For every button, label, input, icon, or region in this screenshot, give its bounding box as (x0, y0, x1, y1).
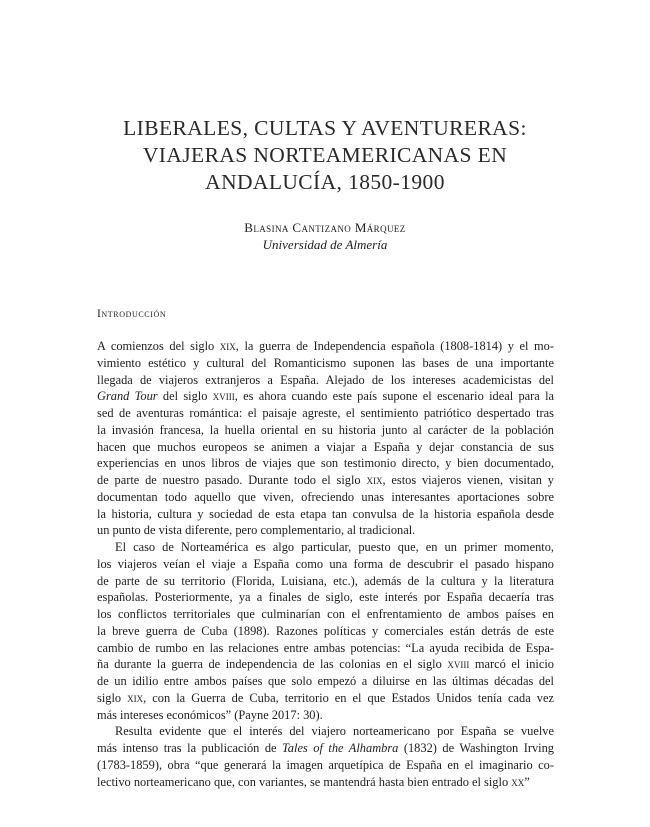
text-run: más intenso tras la publicación de (97, 741, 283, 755)
text-run: experiencias en unos libros de viajes que son testimonio directo, y bien documentado, (97, 456, 554, 471)
chapter-title (60, 115, 590, 196)
text-run: A comienzos del siglo (97, 339, 220, 353)
text-run: ña durante la guerra de independencia de las colonias en el siglo (97, 657, 448, 672)
text-run: cambio de rumbo en las relaciones entre ambas potencias: “La ayuda recibida de Espa- (97, 640, 554, 655)
text-run: Tales of the Alhambra (282, 741, 399, 755)
text-run: Grand Tour (97, 389, 158, 404)
text-run: lectivo norteamericano que, con variantes, se mantendrá hasta bien entrado el siglo (97, 774, 512, 789)
text-run: un punto de vista diferente, pero complementario, al tradicional. (97, 523, 416, 538)
text-run: , estos viajeros vienen, visitan y (382, 473, 554, 487)
text-line (97, 556, 554, 573)
text-line (97, 338, 554, 355)
text-line (97, 774, 554, 791)
text-run: documentan todo aquello que viven, ofreciendo unas interesantes aportaciones sobre (97, 489, 554, 504)
title-line: VIAJERAS NORTEAMERICANAS EN (142, 143, 508, 167)
text-run: , es ahora cuando este país supone el escenario ideal para la (234, 389, 554, 404)
text-line (97, 372, 554, 389)
text-run: xviii (447, 657, 470, 672)
text-line (97, 740, 554, 757)
title-line: ANDALUCÍA, 1850-1900 (205, 170, 445, 194)
text-run: de parte de su territorio (Florida, Luisiana, etc.), además de la cultura y la literatura (97, 573, 554, 588)
author-name: Blasina Cantizano Márquez (244, 220, 406, 235)
text-line (97, 757, 554, 774)
text-line (97, 673, 554, 690)
text-run: siglo (97, 690, 128, 705)
text-line (97, 455, 554, 472)
text-line (97, 573, 554, 590)
text-line (97, 422, 554, 439)
text-run: Resulta evidente que el interés del viajero norteamericano por España se vuelve (115, 724, 554, 739)
text-run: ” (524, 774, 530, 789)
text-run: , con la Guerra de Cuba, territorio en el que Estados Unidos tenía cada vez (143, 690, 554, 705)
section-heading: Introducción (97, 308, 167, 320)
text-line (97, 506, 554, 523)
text-run: de un idilio entre ambos países que solo empezó a diluirse en las últimas décadas del (97, 674, 554, 688)
text-line (97, 472, 554, 489)
text-line (97, 355, 554, 372)
text-run: más intereses económicos” (Payne 2017: 30). (97, 707, 323, 722)
text-run: , la guerra de Independencia española (1808-1814) y el mo- (235, 339, 554, 353)
paragraph (97, 338, 554, 539)
text-run: llegada de viajeros extranjeros a España. Alejado de los intereses academicistas del (97, 372, 554, 387)
text-line (97, 640, 554, 657)
text-run: (1783-1859), obra “que generará la imagen arquetípica de España en el imaginario co- (97, 757, 554, 772)
text-run: la historia, cultura y sociedad de esta etapa tan convulsa de la historia española desde (97, 506, 554, 521)
text-line (97, 539, 554, 556)
text-line (97, 589, 554, 606)
text-line (97, 439, 554, 456)
text-run: los viajeros veían el viaje a España como una forma de descubrir el pasado hispano (97, 556, 554, 571)
text-line (97, 623, 554, 640)
text-line (97, 388, 554, 405)
text-line (97, 606, 554, 623)
text-line (97, 656, 554, 673)
text-line (97, 405, 554, 422)
text-line (97, 690, 554, 707)
text-line (97, 522, 554, 539)
text-line (97, 489, 554, 506)
text-run: marcó el inicio (469, 657, 554, 672)
paragraph (97, 539, 554, 723)
text-run: los conflictos territoriales que culminarían con el enfrentamiento de ambos países en (97, 607, 554, 621)
text-run: (1832) de Washington Irving (398, 741, 554, 755)
text-run: hacen que muchos europeos se animen a viajar a España y dejar constancia de sus (97, 439, 554, 454)
text-run: El caso de Norteamérica es algo particular, puesto que, en un primer momento, (115, 540, 554, 554)
text-run: vimiento estético y cultural del Romanticismo suponen las bases de una importante (97, 355, 554, 370)
text-run: de parte de nuestro pasado. Durante todo el siglo (97, 473, 367, 487)
text-line (97, 707, 554, 724)
title-line: LIBERALES, CULTAS Y AVENTURERAS: (123, 116, 527, 140)
text-run: xviii (212, 389, 235, 404)
text-run: la invasión francesa, la huella oriental en su historia junto al carácter de la población (97, 422, 554, 437)
text-run: la breve guerra de Cuba (1898). Razones políticas y comerciales están detrás de este (97, 623, 554, 638)
text-run: españolas. Posteriormente, ya a finales de siglo, este interés por España decaería tras (97, 590, 554, 605)
text-run: xx (511, 774, 525, 789)
text-run: xix (219, 339, 236, 353)
paragraph (97, 723, 554, 790)
author-affiliation: Universidad de Almería (262, 237, 388, 252)
text-line (97, 723, 554, 740)
text-run: xix (366, 473, 383, 487)
body-text (97, 338, 554, 790)
text-run: sed de aventuras romántica: el paisaje agreste, el sentimiento patriótico despertado tras (97, 406, 554, 420)
text-run: xix (127, 690, 144, 705)
text-run: del siglo (157, 389, 213, 404)
